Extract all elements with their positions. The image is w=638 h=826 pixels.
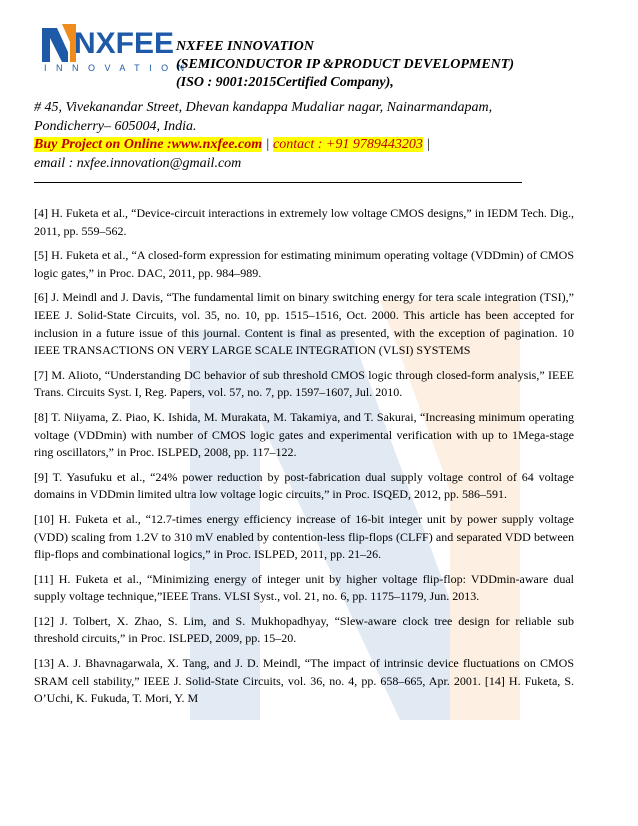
org-block <box>176 38 514 92</box>
reference-item: [5] H. Fuketa et al., “A closed-form expression for estimating minimum operating voltage (VDDmin) of CMOS logic gates,” in Proc. DAC, 2011, pp. 984–989. <box>34 248 574 280</box>
company-logo <box>40 22 194 84</box>
org-certification: (ISO : 9001:2015Certified Company), <box>176 75 394 90</box>
reference-item: [7] M. Alioto, “Understanding DC behavior of sub threshold CMOS logic through closed-form analysis,” IEEE Trans. Circuits Syst. I, Reg. Papers, vol. 57, no. 7, pp. 1597–1607, Jul. 2010. <box>34 367 574 400</box>
logo-sub-text: INNOVATION <box>44 63 194 73</box>
buy-project-link[interactable]: Buy Project on Online :www.nxfee.com <box>34 137 263 152</box>
separator: | <box>422 137 431 152</box>
logo-brand-text: NXFEE <box>74 27 175 60</box>
nx-logo-icon <box>42 24 78 64</box>
address-line-1: # 45, Vivekanandar Street, Dhevan kandappa Mudaliar nagar, Nainarmandapam, <box>34 100 493 115</box>
address-line-2: Pondicherry– 605004, India. <box>34 118 197 134</box>
reference-item: [8] T. Niiyama, Z. Piao, K. Ishida, M. Murakata, M. Takamiya, and T. Sakurai, “Increasing minimum operating voltage (VDDmin) with number of CMOS logic gates and experimental verification with up to 1Mega-stage ring oscillators,” in Proc. ISLPED, 2008, pp. 117–122. <box>34 409 574 460</box>
reference-item: [13] A. J. Bhavnagarwala, X. Tang, and J. D. Meindl, “The impact of intrinsic device fluctuations on CMOS SRAM cell stability,” IEEE J. Solid-State Circuits, vol. 36, no. 4, pp. 658–665, Apr. 2001. [14] H. Fuketa, S. O’Uchi, K. Fukuda, T. Mori, Y. M <box>34 656 574 706</box>
reference-item: [4] H. Fuketa et al., “Device-circuit interactions in extremely low voltage CMOS designs,” in IEDM Tech. Dig., 2011, pp. 559–562. <box>34 206 574 238</box>
email-line: email : nxfee.innovation@gmail.com <box>34 155 242 171</box>
reference-item: [9] T. Yasufuku et al., “24% power reduction by post-fabrication dual supply voltage control of 64 voltage domains in VDDmin limited ultra low voltage logic circuits,” in Proc. ISQED, 2012, pp. 586–591. <box>34 469 574 502</box>
reference-item: [6] J. Meindl and J. Davis, “The fundamental limit on binary switching energy for tera scale integration (TSI),” IEEE J. Solid-State Circuits, vol. 35, no. 10, pp. 1515–1516, Oct. 2000. This article has been accepted for inclusion in a future issue of this journal. Content is final as presented, with the exception of pagination. 10 IEEE TRANSACTIONS ON VERY LARGE SCALE INTEGRATION (VLSI) SYSTEMS <box>34 290 574 358</box>
reference-item: [11] H. Fuketa et al., “Minimizing energy of integer unit by higher voltage flip-flop: VDDmin-aware dual supply voltage technique,”IEEE Trans. VLSI Syst., vol. 21, no. 6, pp. 1175–1179, Jun. 2013. <box>34 571 574 604</box>
address-block <box>34 99 614 173</box>
references-list <box>34 205 574 715</box>
separator: | <box>262 137 274 152</box>
contact-phone: contact : +91 9789443203 <box>273 137 423 152</box>
reference-item: [10] H. Fuketa et al., “12.7-times energy efficiency increase of 16-bit integer unit by power supply voltage (VDD) scaling from 1.2V to 310 mV enabled by contention-less flip-flops (CLFF) and separated VDD between flip-flops and combinational logics,” in Proc. ISLPED, 2011, pp. 21–26. <box>34 511 574 562</box>
header-divider <box>34 182 522 183</box>
reference-item: [12] J. Tolbert, X. Zhao, S. Lim, and S. Mukhopadhyay, “Slew-aware clock tree design for reliable sub threshold circuits,” in Proc. ISLPED, 2009, pp. 15–20. <box>34 613 574 646</box>
contact-line <box>34 136 614 155</box>
org-name: NXFEE INNOVATION <box>176 39 314 54</box>
org-tagline: (SEMICONDUCTOR IP &PRODUCT DEVELOPMENT) <box>176 57 514 72</box>
